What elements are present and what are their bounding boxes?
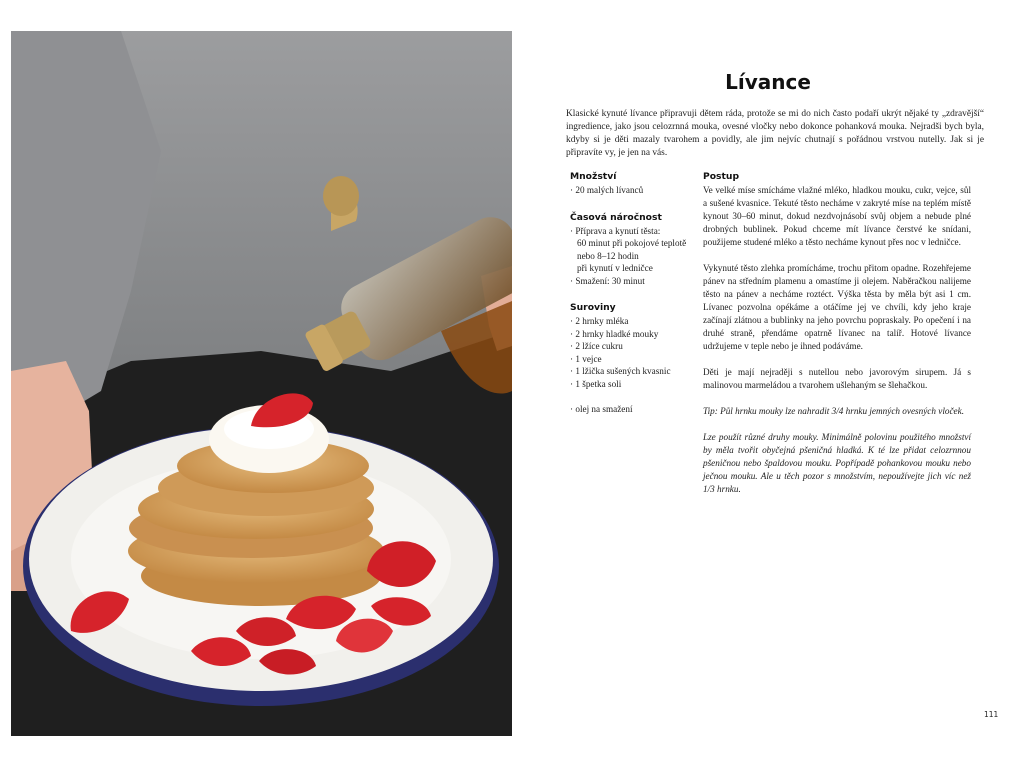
tip-paragraph: Tip: Půl hrnku mouky lze nahradit 3/4 hrnku jemných ovesných vloček. (703, 406, 965, 416)
list-item: · 20 malých lívanců (570, 185, 644, 195)
intro-paragraph: Klasické kynuté lívance připravuji dětem ráda, protože se mi do nich často podaří ukrýt nějaké ty „zdravější“ ingredience, jako jsou celozrnná mouka, ovesné vločky nebo dokonce pohanková mouka. Nejradši bych byla, kdyby si je děti mazaly tvarohem a povidly, ale jim nejvíc chutnají s pořádnou vrstvou nutelly. Jak si je připravíte vy, je jen na vás. (566, 109, 984, 158)
method-section (703, 170, 971, 509)
tip-paragraph: Lze použít různé druhy mouky. Minimálně polovinu použitého množství by měla tvořit obyčejná pšeničná hladká. K té lze přidat celozrnnou pšeničnou nebo špaldovou mouku. Popřípadě pohankovou mouku nebo ječnou mouku. Ale u těch pozor s množstvím, nepoužívejte jich víc než 1/3 hrnku. (703, 432, 971, 494)
method-paragraph: Vykynuté těsto zlehka promícháme, trochu přitom opadne. Rozehřejeme pánev na středním plamenu a omastíme ji olejem. Naběračkou nalijeme těsto na pánev a necháme roztéct. Výška těsta by měla být asi 1 cm. Lívanec pozvolna opékáme a otáčíme jej ve chvíli, kdy jeho kraje začínají zlátnou a bublinky na jeho povrchu popraskaly. Po opečení i na druhé straně, přendáme opatrně lívanec na talíř. Hotové lívance udržujeme v teple nebo je ihned podáváme. (703, 263, 971, 351)
list-item: · Smažení: 30 minut (570, 275, 645, 286)
list-item: · Příprava a kynutí těsta: (570, 225, 661, 236)
ingredients-list (570, 315, 702, 415)
list-item: 60 minut při pokojové teplotě (577, 238, 687, 248)
recipe-title: Lívance (725, 70, 811, 94)
time-heading: Časová náročnost (570, 211, 662, 223)
list-item: · 2 hrnky mléka (570, 316, 629, 326)
list-item: · 2 hrnky hladké mouky (570, 328, 659, 339)
recipe-page (512, 0, 1024, 768)
pancakes-photo (11, 31, 512, 736)
list-item: · 1 vejce (570, 353, 602, 364)
list-item: · 2 lžíce cukru (570, 341, 623, 351)
quantity-heading: Množství (570, 171, 617, 182)
list-item: · 1 špetka soli (570, 378, 622, 389)
list-item: · olej na smažení (570, 403, 633, 414)
ingredients-heading: Suroviny (570, 302, 616, 313)
method-paragraph: Děti je mají nejraději s nutellou nebo javorovým sirupem. Já s malinovou marmeládou a tvarohem ušlehaným se šlehačkou. (703, 367, 971, 390)
page-number: 111 (984, 710, 999, 719)
recipe-intro (566, 108, 984, 160)
list-item: při kynutí v ledničce (577, 263, 653, 273)
quantity-list (570, 184, 702, 197)
recipe-sidebar (570, 170, 702, 415)
list-item-spacer (570, 390, 702, 403)
time-list (570, 225, 702, 288)
list-item: nebo 8–12 hodin (577, 250, 639, 261)
method-paragraph: Ve velké míse smícháme vlažné mléko, hladkou mouku, cukr, vejce, sůl a sušené kvasnice. Tekuté těsto necháme v zakryté míse na teplém místě kynout 30–60 minut, dokud nezdvojnásobí svůj objem a nebude plné drobných bublinek. Pokud chceme mít lívance čerstvé ke snídani, použijeme studené mléko a těsto necháme kynout přes noc v ledničce. (703, 185, 971, 247)
method-heading: Postup (703, 171, 740, 182)
list-item: · 1 lžička sušených kvasnic (570, 366, 671, 376)
